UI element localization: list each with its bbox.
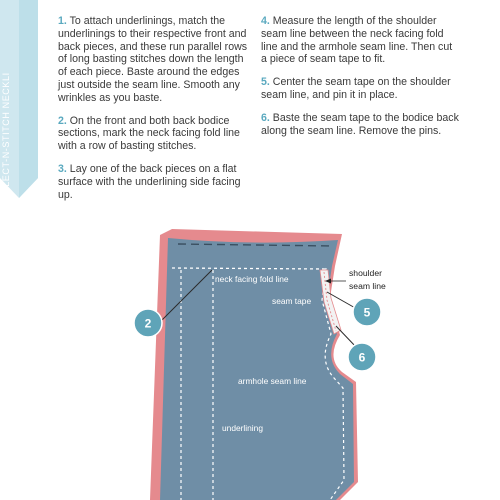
step-3-text: Lay one of the back pieces on a flat surface with the underlining side facing up. xyxy=(58,162,241,201)
step-1-number: 1. xyxy=(58,15,67,27)
step-6-text: Baste the seam tape to the bodice back along the seam line. Remove the pins. xyxy=(261,111,459,137)
step-5-text: Center the seam tape on the shoulder seam line, and pin it in place. xyxy=(261,76,451,101)
callout-5-number: 5 xyxy=(363,305,371,320)
step-5-number: 5. xyxy=(261,76,270,89)
neck-facing-label: neck facing fold line xyxy=(215,274,289,284)
step-3-number: 3. xyxy=(58,162,67,175)
callout-6-leader xyxy=(336,326,357,348)
step-4-number: 4. xyxy=(261,15,270,27)
sidebar-label: SELECT-N-STITCH NECKLI xyxy=(1,72,11,200)
step-6-number: 6. xyxy=(261,111,270,124)
seam-tape-label: seam tape xyxy=(272,296,312,306)
callout-2-number: 2 xyxy=(144,316,152,331)
armhole-label: armhole seam line xyxy=(238,376,307,386)
step-4-text: Measure the length of the shoulder seam line between the neck facing fold line and the armhole seam line. Then cut a piece of seam tape to fit. xyxy=(261,15,453,66)
step-2-text: On the front and both back bodice sections, mark the neck facing fold line with a row of basting stitches. xyxy=(58,114,240,153)
shoulder-label: shoulder xyxy=(349,268,382,278)
step-2-number: 2. xyxy=(58,114,67,127)
underlining-label: underlining xyxy=(222,423,263,433)
step-1-text: To attach underlinings, match the underlinings to their respective front and back pieces, and these run parallel rows of long basting stitches down the length of each piece. Baste around the edges just outside the seam line. Smooth any wrinkles as you baste. xyxy=(58,15,248,104)
callout-6-number: 6 xyxy=(358,350,366,365)
seam-line-label: seam line xyxy=(349,281,386,291)
